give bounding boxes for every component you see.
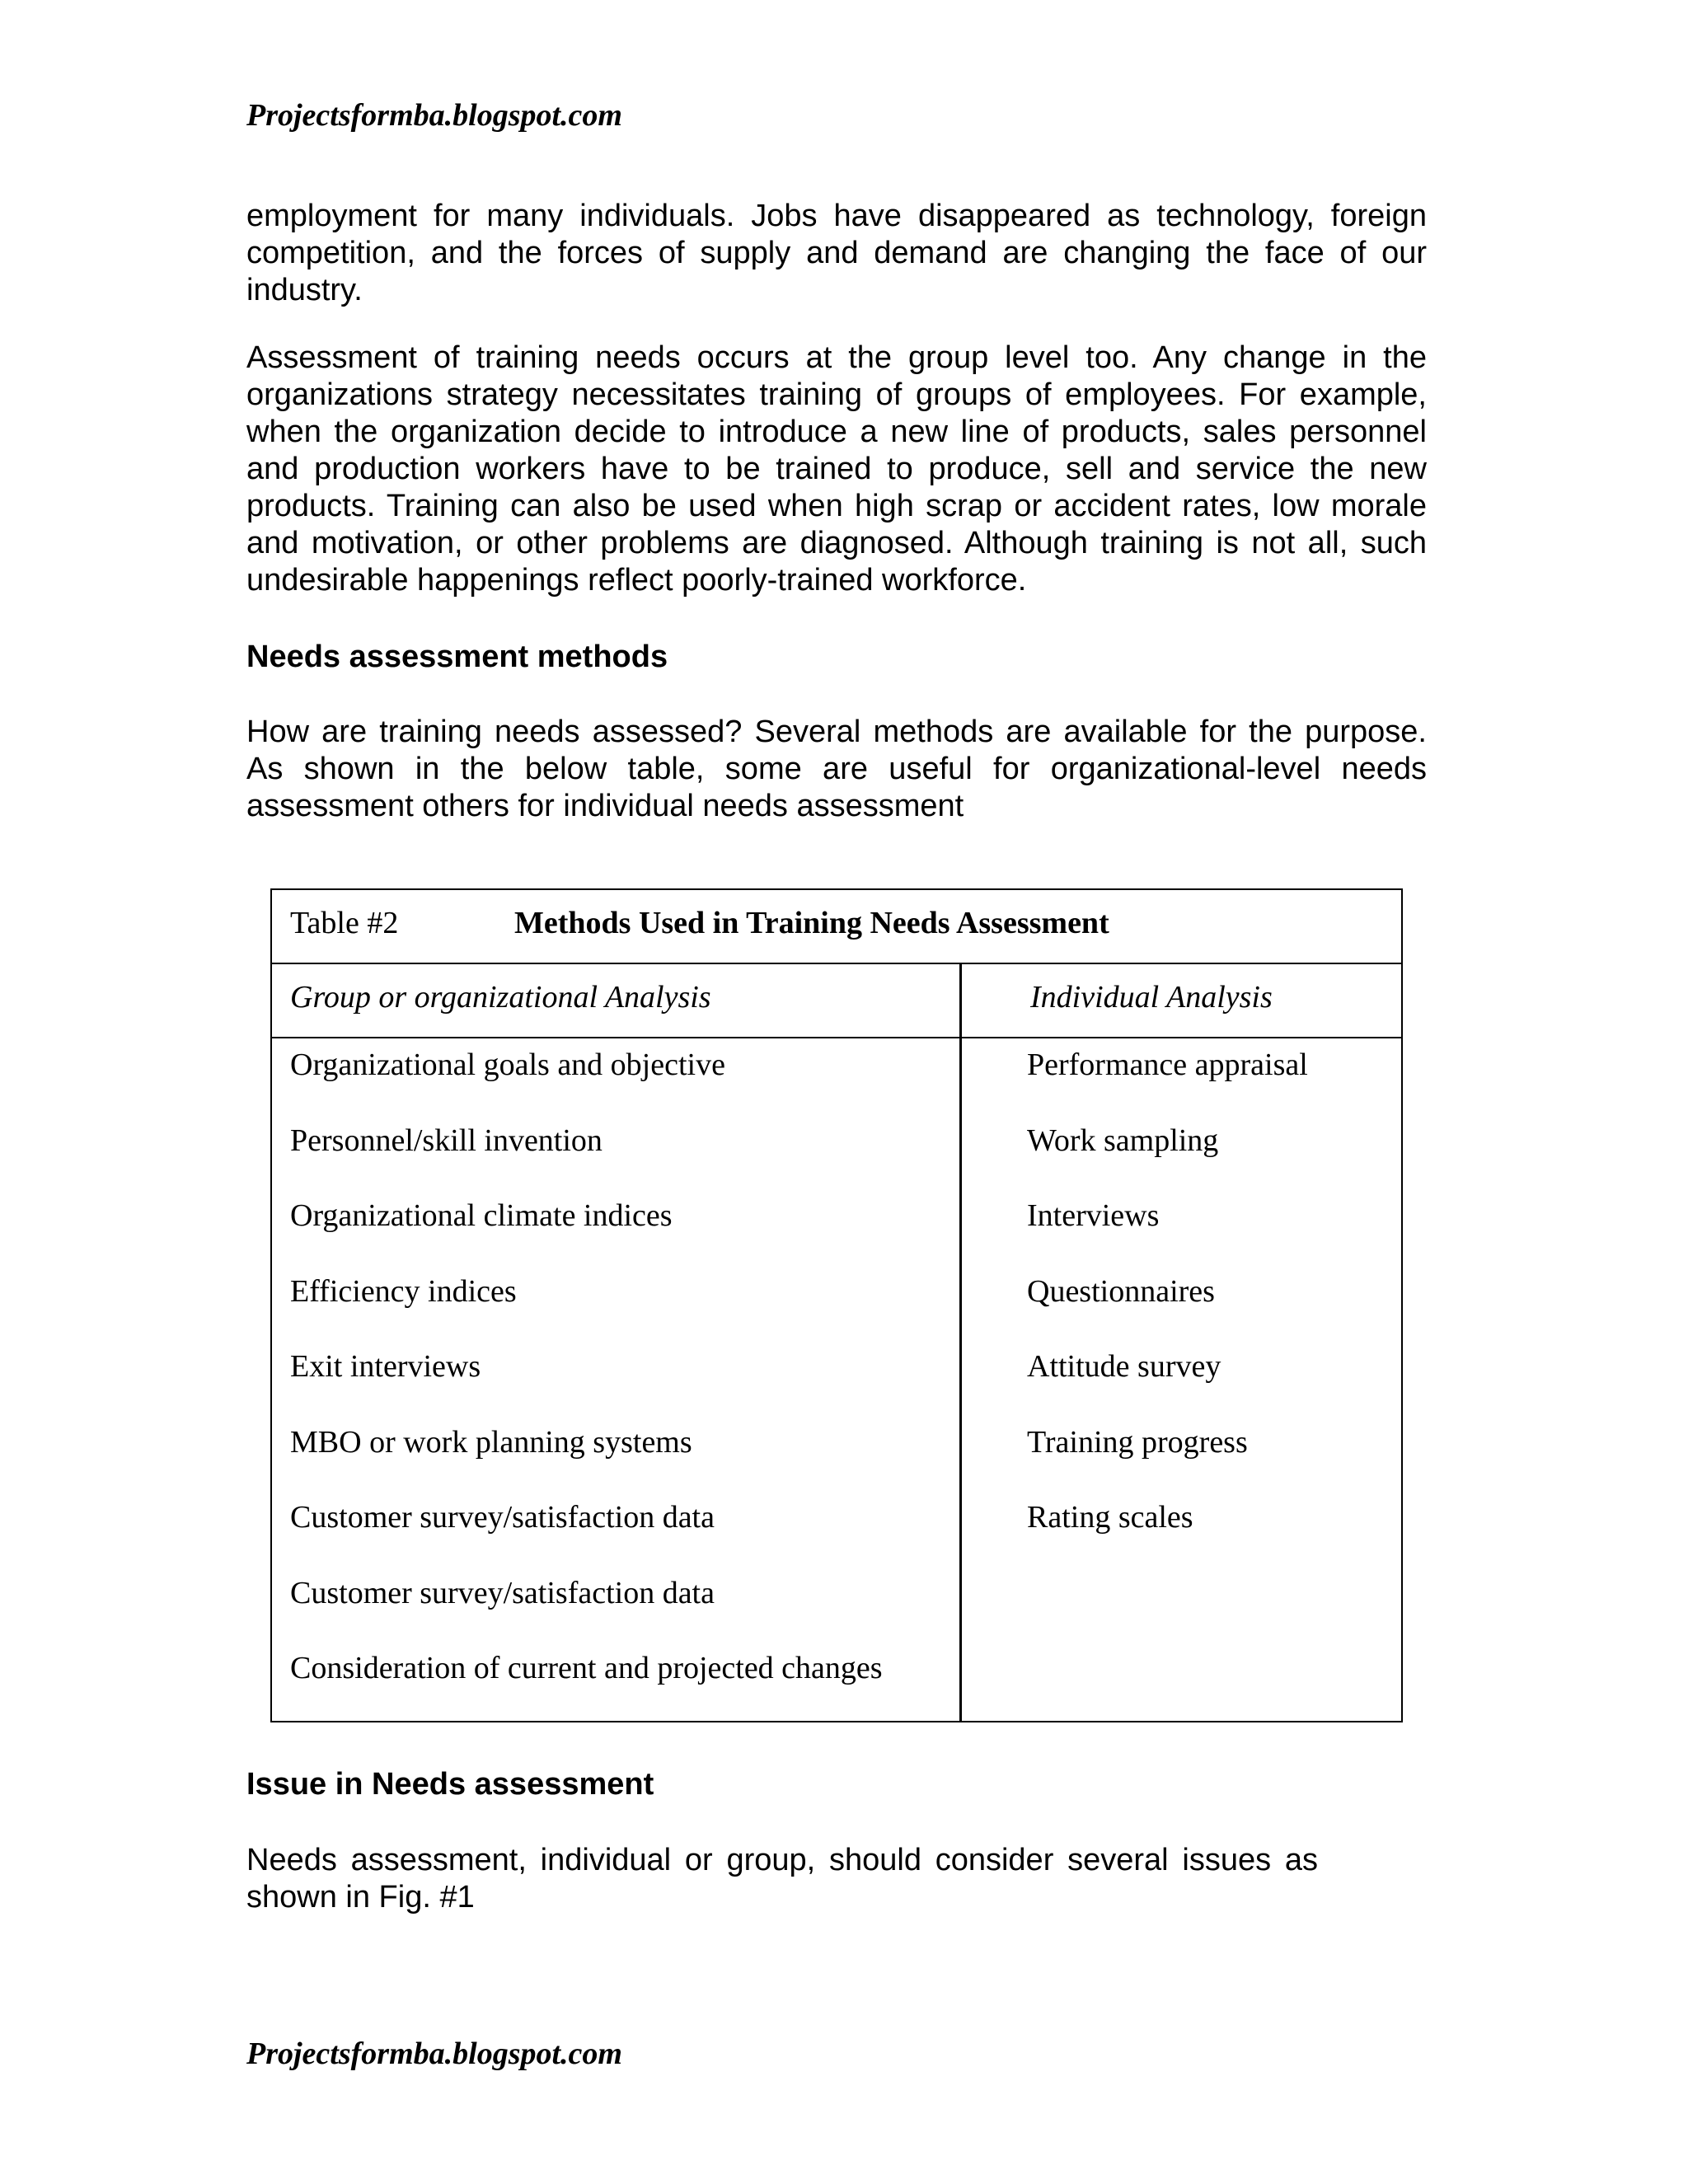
column-header-individual: Individual Analysis (1030, 980, 1273, 1015)
list-item: Training progress (1027, 1424, 1248, 1460)
page-header: Projectsformba.blogspot.com (246, 98, 622, 133)
section-heading-methods: Needs assessment methods (246, 640, 668, 674)
methods-table (270, 888, 1403, 1722)
list-item: Interviews (1027, 1198, 1160, 1233)
list-item: Customer survey/satisfaction data (290, 1500, 715, 1535)
page-footer: Projectsformba.blogspot.com (246, 2036, 622, 2071)
paragraph-group-level: Assessment of training needs occurs at the group level too. Any change in the organizations strategy necessitates training of groups of employees. For example, when the organization decide to introduce a new line of products, sales personnel and production workers have to be trained to produce, sell and service the new products. Training can also be used when high scrap or accident rates, low morale and motivation, or other problems are diagnosed. Although training is not all, such undesirable happenings reflect poorly-trained workforce. (246, 340, 1427, 598)
list-item: Rating scales (1027, 1500, 1193, 1535)
list-item: Consideration of current and projected changes (290, 1651, 883, 1685)
column-header-group: Group or organizational Analysis (290, 980, 711, 1015)
list-item: Performance appraisal (1027, 1047, 1308, 1082)
table-title: Methods Used in Training Needs Assessment (514, 906, 1109, 940)
list-item: Customer survey/satisfaction data (290, 1575, 715, 1610)
table-number: Table #2 (290, 906, 399, 940)
list-item: Attitude survey (1027, 1349, 1221, 1384)
table-column-header-row (272, 964, 1401, 1038)
list-item: Exit interviews (290, 1349, 481, 1384)
section-heading-issues: Issue in Needs assessment (246, 1767, 654, 1802)
list-item: Organizational goals and objective (290, 1047, 725, 1082)
list-item: Personnel/skill invention (290, 1122, 603, 1158)
individual-methods-list (1027, 1047, 1308, 1575)
list-item: Organizational climate indices (290, 1198, 673, 1233)
list-item: Work sampling (1027, 1122, 1219, 1158)
paragraph-employment: employment for many individuals. Jobs have disappeared as technology, foreign competition, and the forces of supply and demand are changing the face of our industry. (246, 199, 1427, 307)
table-title-row (272, 890, 1401, 964)
list-item: MBO or work planning systems (290, 1424, 692, 1460)
group-methods-list (290, 1047, 883, 1726)
paragraph-issues: Needs assessment, individual or group, should consider several issues as shown in Fig. #1 (246, 1843, 1318, 1915)
list-item: Questionnaires (1027, 1273, 1215, 1309)
paragraph-how-assessed: How are training needs assessed? Several methods are available for the purpose. As shown in the below table, some are useful for organizational-level needs assessment others for individual needs assessment (246, 715, 1427, 823)
list-item: Efficiency indices (290, 1273, 517, 1309)
column-divider (959, 963, 962, 1722)
